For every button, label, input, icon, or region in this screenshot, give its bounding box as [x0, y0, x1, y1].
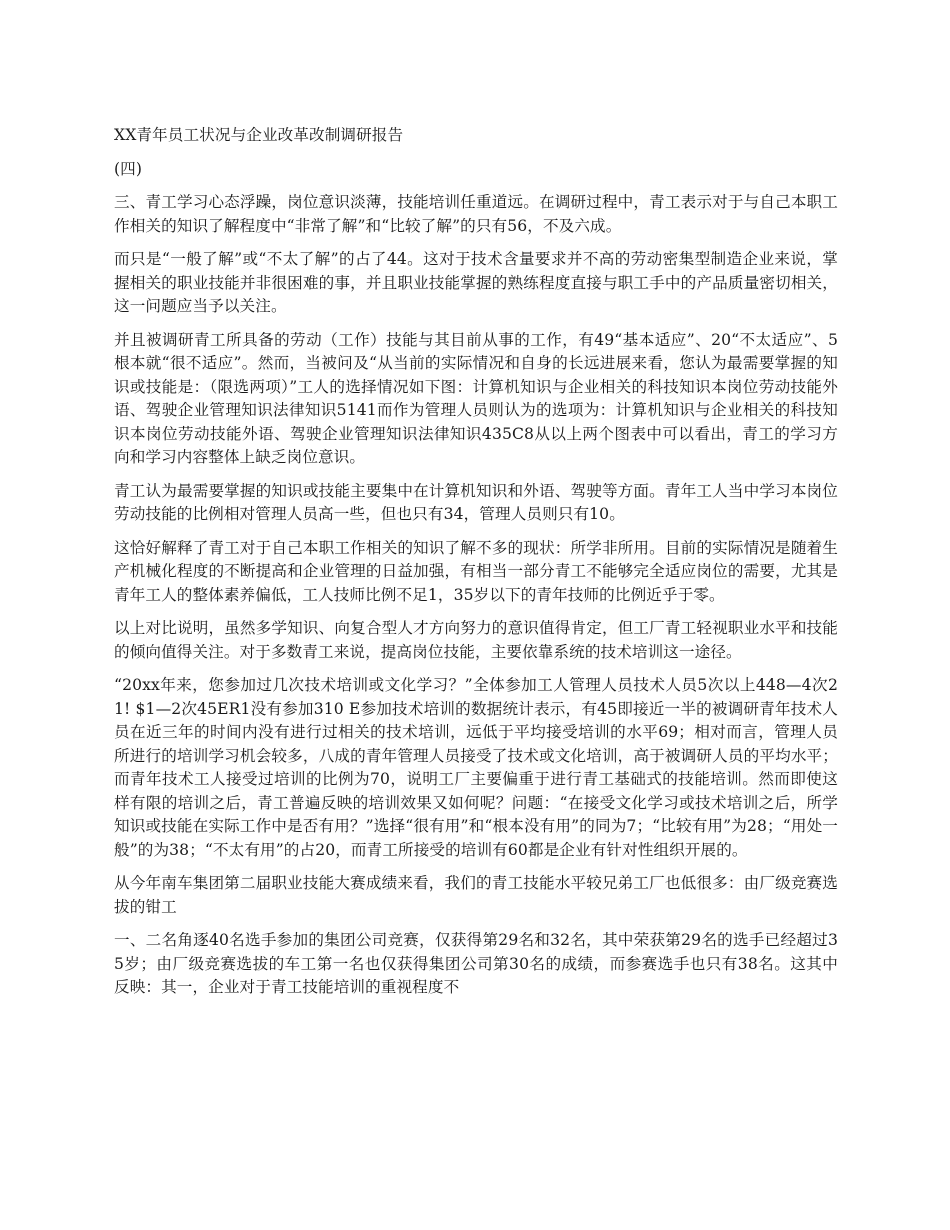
document-page: [114, 124, 838, 1010]
paragraph: 而只是“一般了解”或“不太了解”的占了44。这对于技术含量要求并不高的劳动密集型制造企业来说，掌握相关的职业技能并非很困难的事，并且职业技能掌握的熟练程度直接与职工手中的产品质量密切相关，这一问题应当予以关注。: [114, 250, 838, 315]
paragraph: 从今年南车集团第二届职业技能大赛成绩来看，我们的青工技能水平较兄弟工厂也低很多：由厂级竞赛选拔的钳工: [114, 874, 838, 916]
paragraph: 青工认为最需要掌握的知识或技能主要集中在计算机知识和外语、驾驶等方面。青年工人当中学习本岗位劳动技能的比例相对管理人员高一些，但也只有34，管理人员则只有10。: [114, 481, 838, 523]
section-marker: (四): [114, 159, 143, 178]
paragraph: 以上对比说明，虽然多学知识、向复合型人才方向努力的意识值得肯定，但工厂青工轻视职业水平和技能的倾向值得关注。对于多数青工来说，提高岗位技能，主要依靠系统的技术培训这一途径。: [114, 619, 838, 661]
paragraph: 三、青工学习心态浮躁，岗位意识淡薄，技能培训任重道远。在调研过程中，青工表示对于与自己本职工作相关的知识了解程度中“非常了解”和“比较了解”的只有56，不及六成。: [114, 193, 838, 235]
paragraph: 并且被调研青工所具备的劳动（工作）技能与其目前从事的工作，有49“基本适应”、20“不太适应”、5根本就“很不适应”。然而，当被问及“从当前的实际情况和自身的长远进展来看，您认为最需要掌握的知识或技能是：（限选两项）”工人的选择情况如下图：计算机知识与企业相关的科技知识本岗位劳动技能外语、驾驶企业管理知识法律知识5141而作为管理人员则认为的选项为：计算机知识与企业相关的科技知识本岗位劳动技能外语、驾驶企业管理知识法律知识435C8从以上两个图表中可以看出，青工的学习方向和学习内容整体上缺乏岗位意识。: [114, 330, 838, 466]
paragraph: 一、二名角逐40名选手参加的集团公司竞赛，仅获得第29名和32名，其中荣获第29名的选手已经超过35岁；由厂级竞赛选拔的车工第一名也仅获得集团公司第30名的成绩，而参赛选手也只有38名。这其中反映：其一，企业对于青工技能培训的重视程度不: [114, 931, 838, 996]
paragraph: 这恰好解释了青工对于自己本职工作相关的知识了解不多的现状：所学非所用。目前的实际情况是随着生产机械化程度的不断提高和企业管理的日益加强，有相当一部分青工不能够完全适应岗位的需要，尤其是青年工人的整体素养偏低，工人技师比例不足1，35岁以下的青年技师的比例近乎于零。: [114, 538, 838, 604]
paragraph: “20xx年来，您参加过几次技术培训或文化学习？”全体参加工人管理人员技术人员5次以上448—4次21! $1—2次45ER1没有参加310 E参加技术培训的数据统计表示，有45即接近一半的被调研青年技术人员在近三年的时间内没有进行过相关的技术培训，远低于平均接受培训的水平69；相对而言，管理人员所进行的培训学习机会较多，八成的青年管理人员接受了技术或文化培训，高于被调研人员的平均水平；而青年技术工人接受过培训的比例为70，说明工厂主要偏重于进行青工基础式的技能培训。然而即使这样有限的培训之后，青工普遍反映的培训效果又如何呢？问题：“在接受文化学习或技术培训之后，所学知识或技能在实际工作中是否有用？”选择“很有用”和“根本没有用”的同为7；“比较有用”为28；“用处一般”的为38；“不太有用”的占20，而青工所接受的培训有60都是企业有针对性组织开展的。: [114, 676, 838, 859]
document-title: XX青年员工状况与企业改革改制调研报告: [114, 126, 404, 144]
